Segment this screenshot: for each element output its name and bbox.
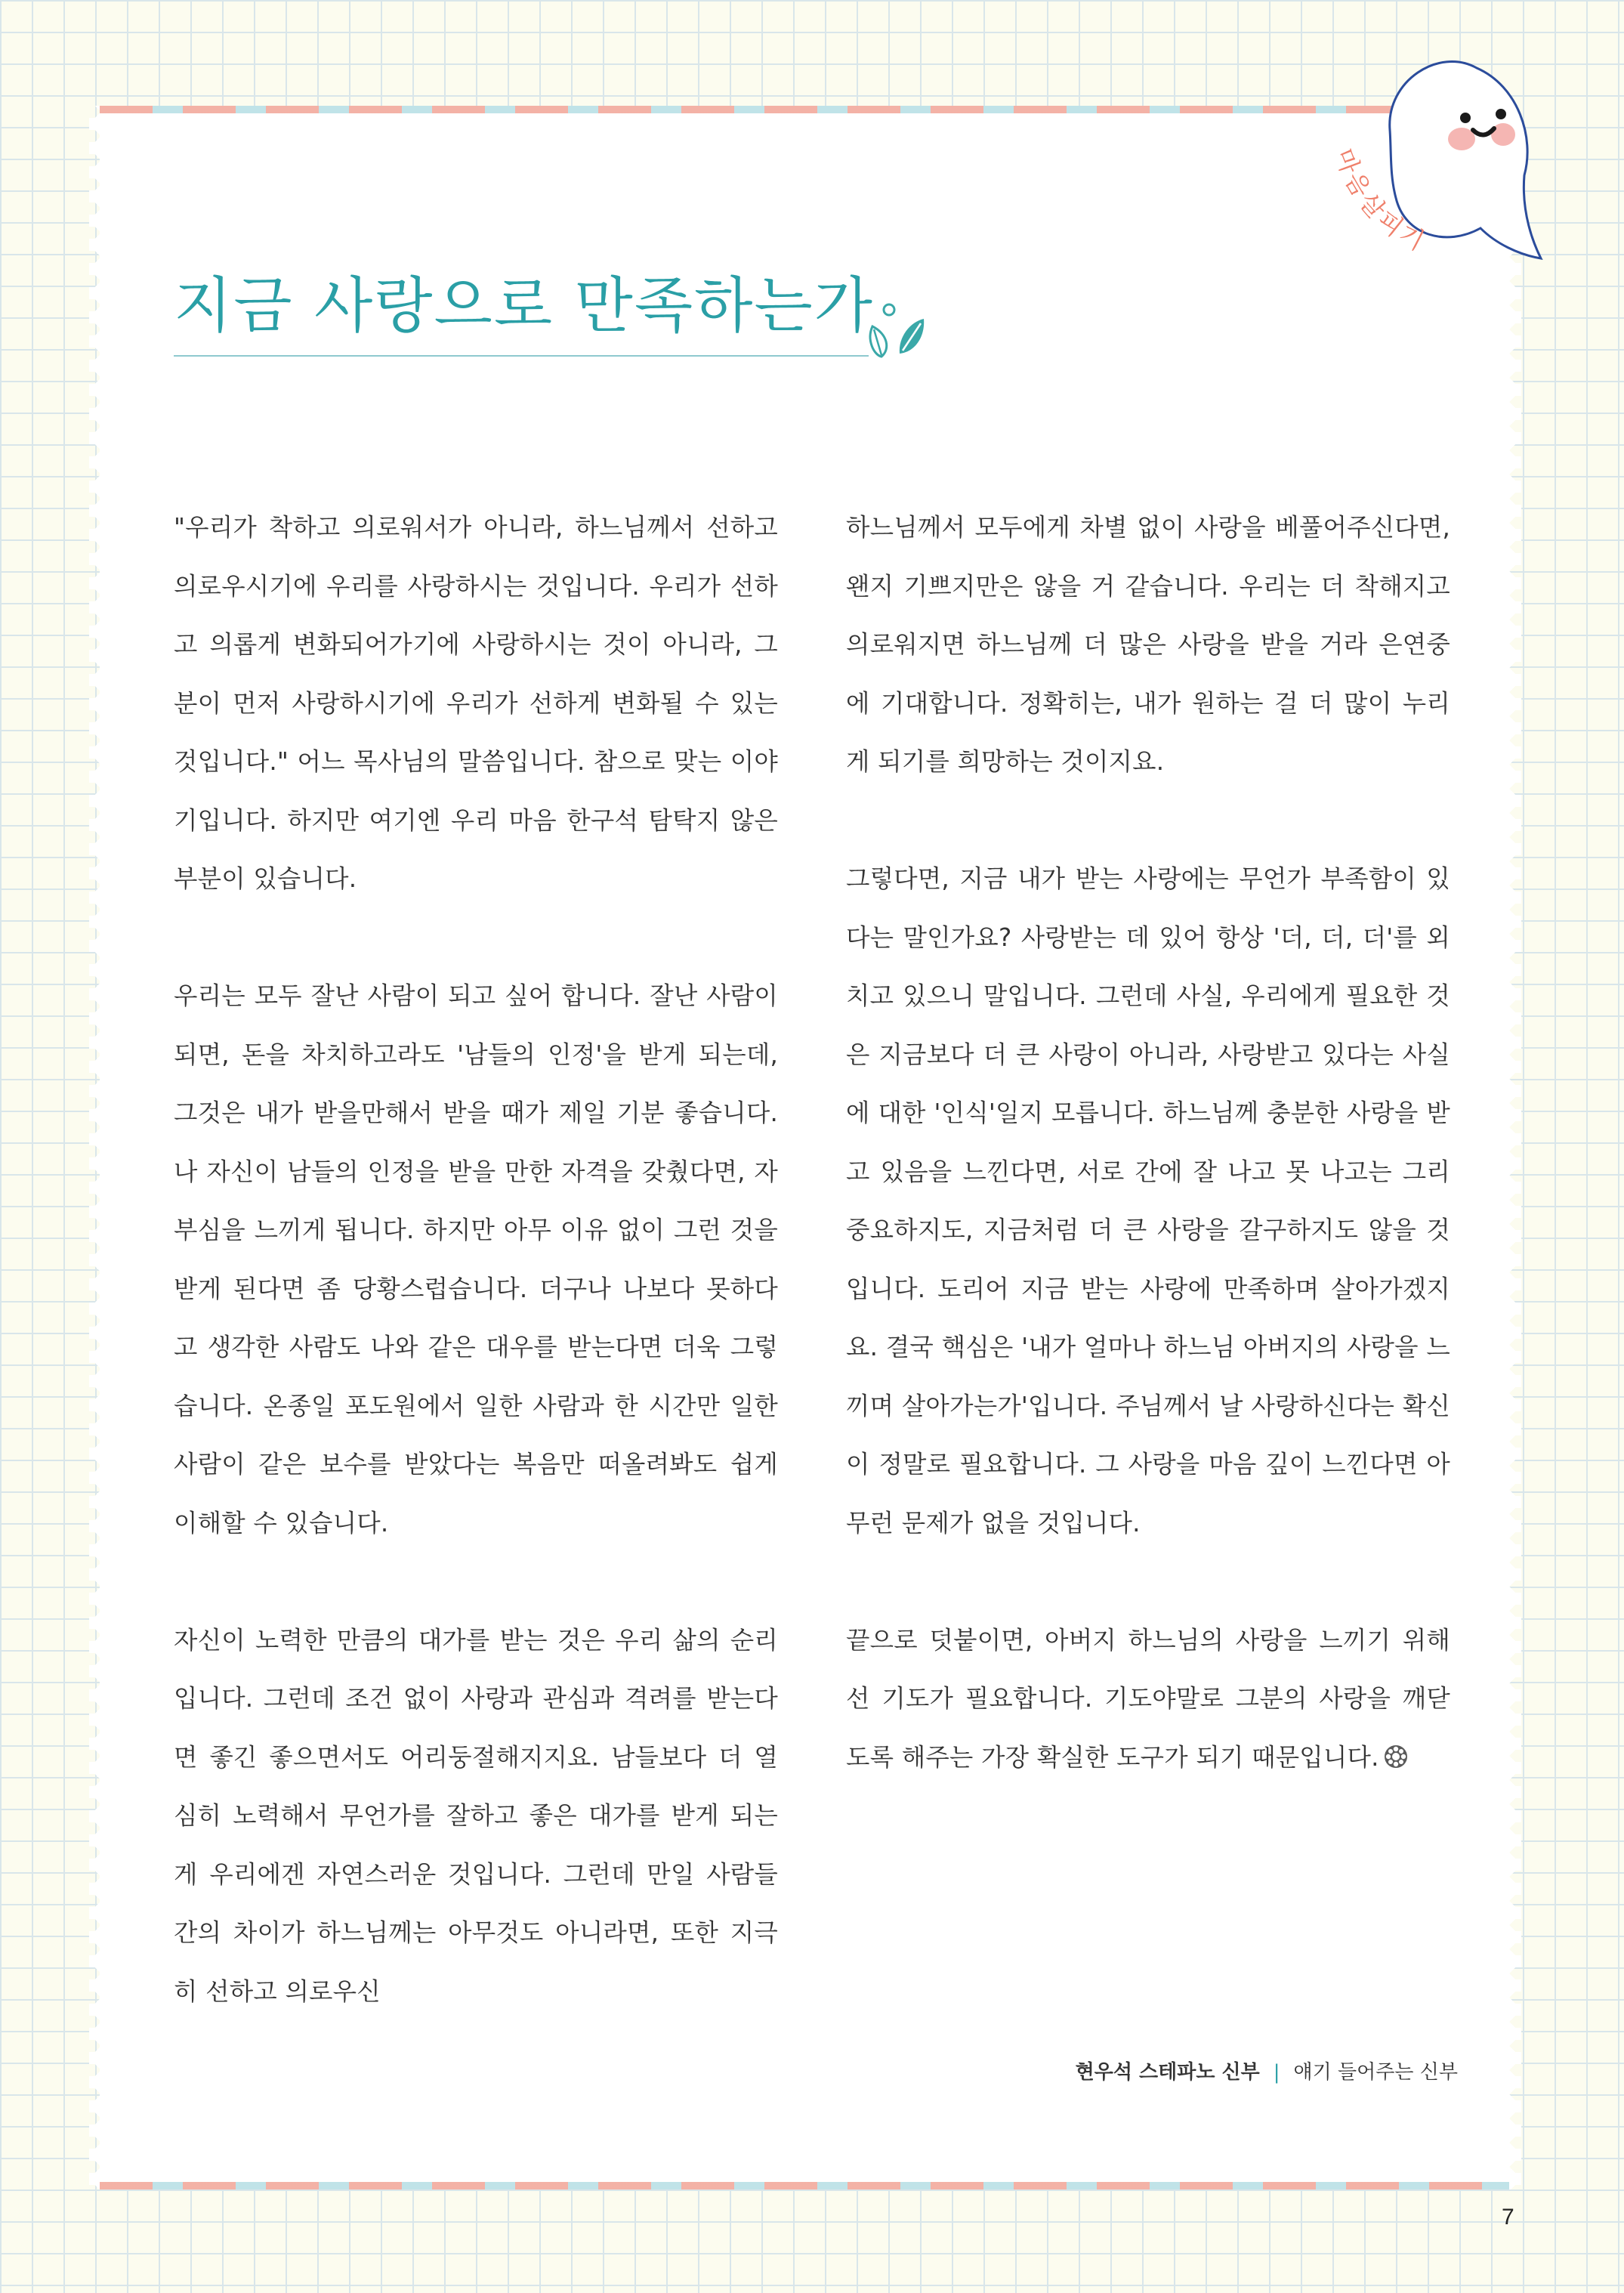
bottom-stripe-border [100, 2182, 1509, 2189]
article-column-right [846, 499, 1450, 1787]
paper-edge-right [1509, 106, 1521, 2189]
page-number: 7 [1502, 2205, 1514, 2230]
smiling-ghost-icon [1314, 39, 1556, 289]
title-underline [174, 355, 869, 357]
author-name: 현우석 스테파노 신부 [1075, 2061, 1260, 2084]
top-stripe-border [100, 106, 1509, 113]
byline-separator: | [1273, 2061, 1280, 2084]
paragraph-last [846, 1612, 1450, 1788]
paragraph: 하느님께서 모두에게 차별 없이 사랑을 베풀어주신다면, 왠지 기쁘지만은 않을 거 같습니다. 우리는 더 착해지고 의로워지면 하느님께 더 많은 사랑을 받을 거라 은연중에 기대합니다. 정확히는, 내가 원하는 걸 더 많이 누리게 되기를 희망하는 것이지요. [846, 513, 1450, 776]
article-column-left [174, 499, 778, 2021]
leaf-sprig-icon [865, 296, 933, 361]
author-byline [846, 2057, 1458, 2084]
paragraph-last-text: 끝으로 덧붙이면, 아버지 하느님의 사랑을 느끼기 위해선 기도가 필요합니다. 기도야말로 그분의 사랑을 깨닫도록 해주는 가장 확실한 도구가 되기 때문입니다. [846, 1625, 1450, 1772]
paragraph: 우리는 모두 잘난 사람이 되고 싶어 합니다. 잘난 사람이 되면, 돈을 차치하고라도 '남들의 인정'을 받게 되는데, 그것은 내가 받을만해서 받을 때가 제일 기분 좋습니다. 나 자신이 남들의 인정을 받을 만한 자격을 갖췄다면, 자부심을 느끼게 됩니다. 하지만 아무 이유 없이 그런 것을 받게 된다면 좀 당황스럽습니다. 더구나 나보다 못하다고 생각한 사람도 나와 같은 대우를 받는다면 더욱 그렇습니다. 온종일 포도원에서 일한 사람과 한 시간만 일한 사람이 같은 보수를 받았다는 복음만 떠올려봐도 쉽게 이해할 수 있습니다. [174, 981, 778, 1537]
badge-label-path: 마음살피기 [1329, 144, 1432, 258]
paragraph: 그렇다면, 지금 내가 받는 사랑에는 무언가 부족함이 있다는 말인가요? 사랑받는 데 있어 항상 '더, 더, 더'를 외치고 있으니 말입니다. 그런데 사실, 우리에게 필요한 것은 지금보다 더 큰 사랑이 아니라, 사랑받고 있다는 사실에 대한 '인식'일지 모릅니다. 하느님께 충분한 사랑을 받고 있음을 느낀다면, 서로 간에 잘 나고 못 나고는 그리 중요하지도, 지금처럼 더 큰 사랑을 갈구하지도 않을 것입니다. 도리어 지금 받는 사랑에 만족하며 살아가겠지요. 결국 핵심은 '내가 얼마나 하느님 아버지의 사랑을 느끼며 살아가는가'입니다. 주님께서 날 사랑하신다는 확신이 정말로 필요합니다. 그 사랑을 마음 깊이 느낀다면 아무런 문제가 없을 것입니다. [846, 864, 1450, 1537]
paragraph: "우리가 착하고 의로워서가 아니라, 하느님께서 선하고 의로우시기에 우리를 사랑하시는 것입니다. 우리가 선하고 의롭게 변화되어가기에 사랑하시는 것이 아니라, 그분이 먼저 사랑하시기에 우리가 선하게 변화될 수 있는 것입니다." 어느 목사님의 말씀입니다. 참으로 맞는 이야기입니다. 하지만 여기엔 우리 마음 한구석 탐탁지 않은 부분이 있습니다. [174, 513, 778, 893]
author-role: 얘기 들어주는 신부 [1293, 2061, 1458, 2084]
paragraph: 자신이 노력한 만큼의 대가를 받는 것은 우리 삶의 순리입니다. 그런데 조건 없이 사랑과 관심과 격려를 받는다면 좋긴 좋으면서도 어리둥절해지지요. 남들보다 더 열심히 노력해서 무언가를 잘하고 좋은 대가를 받게 되는 게 우리에겐 자연스러운 것입니다. 그런데 만일 사람들 간의 차이가 하느님께는 아무것도 아니라면, 또한 지극히 선하고 의로우신 [174, 1625, 778, 2006]
paper-edge-left [89, 106, 101, 2189]
sunflower-end-mark-icon [1384, 1744, 1408, 1769]
page-title: 지금 사랑으로 만족하는가 [174, 270, 874, 341]
